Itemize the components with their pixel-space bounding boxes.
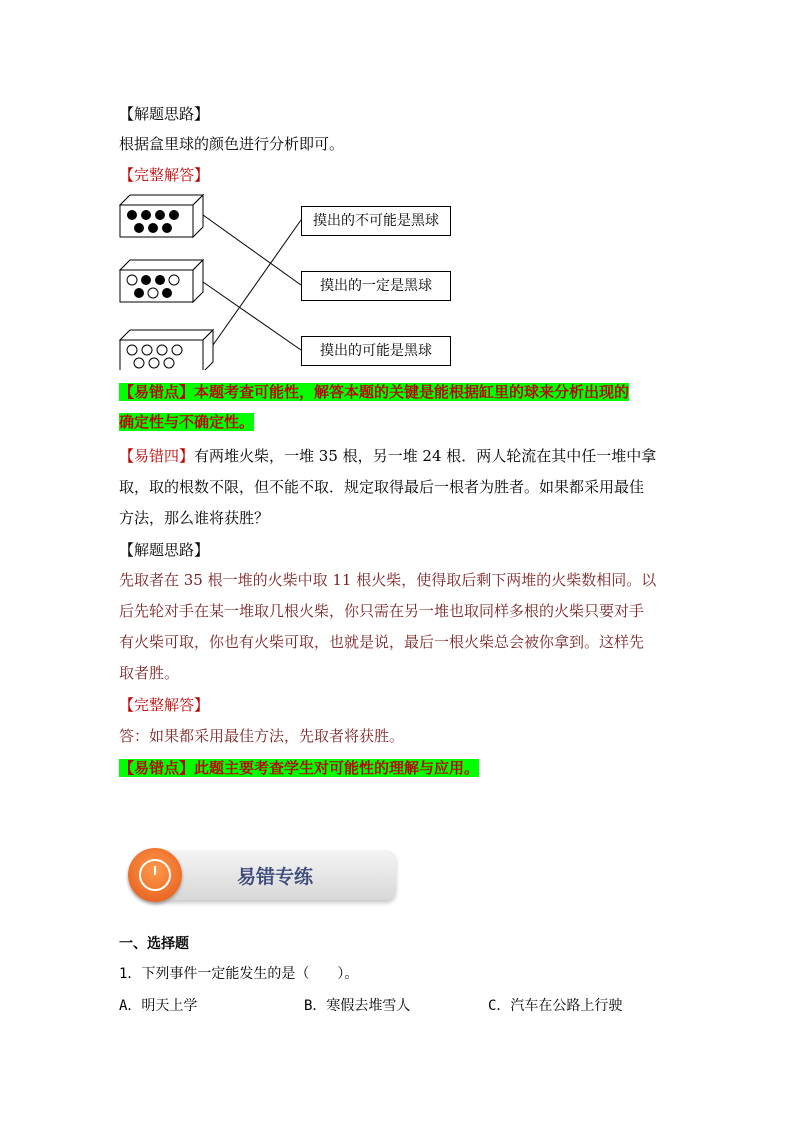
answer-text: 答：如果都采用最佳方法，先取者将获胜。 — [119, 727, 405, 745]
answer-label-1: 【完整解答】 — [119, 166, 210, 184]
answer-label-2: 【完整解答】 — [119, 696, 210, 714]
option-b: B．寒假去堆雪人 — [304, 998, 411, 1014]
exercise-heading: 一、选择题 — [119, 936, 189, 952]
thinking-line-1: 先取者在 35 根一堆的火柴中取 11 根火柴，使得取后剩下两堆的火柴数相同。以 — [119, 571, 657, 589]
question-1: 1．下列事件一定能发生的是（ ）。 — [119, 966, 359, 982]
thinking-text-1: 根据盒里球的颜色进行分析即可。 — [119, 135, 345, 153]
connector-line — [203, 282, 301, 350]
question-line-1: 【易错四】有两堆火柴，一堆 35 根，另一堆 24 根．两人轮流在其中任一堆中拿 — [119, 447, 657, 465]
question-line-2: 取，取的根数不限，但不能不取．规定取得最后一根者为胜者。如果都采用最佳 — [119, 478, 645, 496]
banner-title: 易错专练 — [237, 866, 314, 888]
thinking-line-2: 后先轮对手在某一堆取几根火柴，你只需在另一堆也取同样多根的火柴只要对手 — [119, 602, 645, 620]
thinking-line-3: 有火柴可取，你也有火柴可取，也就是说，最后一根火柴总会被你拿到。这样先 — [119, 633, 645, 651]
thinking-line-4: 取者胜。 — [119, 664, 180, 682]
note-line-1: 【易错点】本题考查可能性，解答本题的关键是能根据缸里的球来分析出现的 — [119, 383, 630, 401]
clock-icon — [139, 859, 171, 891]
section-banner — [122, 850, 396, 900]
box-all-white — [120, 330, 213, 370]
thinking-label-1: 【解题思路】 — [119, 105, 210, 123]
note-line-3: 【易错点】此题主要考查学生对可能性的理解与应用。 — [119, 759, 480, 777]
label-box-certain: 摸出的一定是黑球 — [301, 271, 451, 301]
thinking-label-2: 【解题思路】 — [119, 541, 210, 559]
option-c: C．汽车在公路上行驶 — [488, 998, 623, 1014]
question-line-3: 方法，那么谁将获胜？ — [119, 509, 270, 527]
question-tag: 【易错四】 — [119, 447, 195, 465]
label-box-possible: 摸出的可能是黑球 — [301, 336, 451, 366]
box-mixed — [120, 260, 203, 302]
note-line-2: 确定性与不确定性。 — [119, 413, 255, 431]
option-a: A．明天上学 — [119, 998, 198, 1014]
connector-line — [213, 220, 301, 345]
connector-line — [203, 215, 301, 285]
label-box-impossible: 摸出的不可能是黑球 — [301, 206, 451, 236]
box-all-black — [120, 195, 203, 237]
